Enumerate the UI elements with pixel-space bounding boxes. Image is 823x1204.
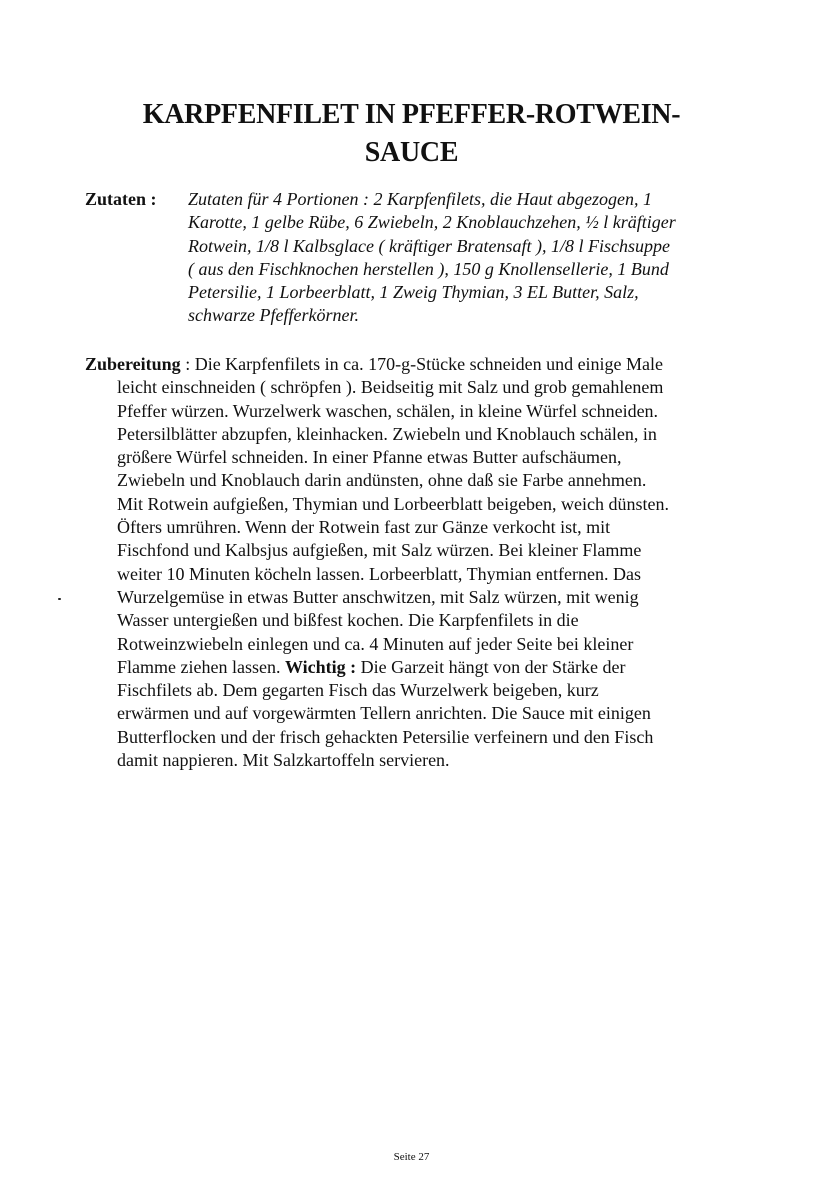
preparation-line: Fischfond und Kalbsjus aufgießen, mit Salz würzen. Bei kleiner Flamme [117,540,642,561]
scan-speck [58,598,61,600]
preparation-text: Die Garzeit hängt von der Stärke der [356,656,626,677]
recipe-title [40,96,783,172]
preparation-line: Wasser untergießen und bißfest kochen. Die Karpfenfilets in die [117,610,579,631]
ingredients-line: ( aus den Fischknochen herstellen ), 150 g Knollensellerie, 1 Bund [188,258,669,279]
preparation-line: Mit Rotwein aufgießen, Thymian und Lorbeerblatt beigeben, weich dünsten. [117,493,670,514]
preparation-line: leicht einschneiden ( schröpfen ). Beidseitig mit Salz und grob gemahlenem [117,377,664,398]
preparation-first-line [85,353,745,376]
title-line-2: SAUCE [364,137,459,168]
ingredients-text [188,188,743,328]
ingredients-label: Zutaten : [85,189,157,209]
preparation-line: größere Würfel schneiden. In einer Pfanne etwas Butter aufschäumen, [117,447,622,468]
preparation-text: : Die Karpfenfilets in ca. 170-g-Stücke schneiden und einige Male [180,354,664,374]
preparation-line: erwärmen und auf vorgewärmten Tellern anrichten. Die Sauce mit einigen [117,703,651,724]
preparation-line: Butterflocken und der frisch gehackten Petersilie verfeinern und den Fisch [117,726,654,747]
preparation-line: Wurzelgemüse in etwas Butter anschwitzen, mit Salz würzen, mit wenig [117,586,639,607]
preparation-important-line [85,656,745,679]
preparation-line: Pfeffer würzen. Wurzelwerk waschen, schälen, in kleine Würfel schneiden. [117,400,659,421]
important-label: Wichtig : [284,656,357,677]
title-line-1: KARPFENFILET IN PFEFFER-ROTWEIN- [142,99,681,130]
ingredients-line: Petersilie, 1 Lorbeerblatt, 1 Zweig Thymian, 3 EL Butter, Salz, [188,282,639,303]
preparation-line: Rotweinzwiebeln einlegen und ca. 4 Minuten auf jeder Seite bei kleiner [117,633,634,654]
ingredients-line: Zutaten für 4 Portionen : 2 Karpfenfilets, die Haut abgezogen, 1 [188,189,652,209]
ingredients-line: schwarze Pfefferkörner. [188,305,359,326]
preparation-text: Flamme ziehen lassen. [117,656,285,677]
preparation-line: damit nappieren. Mit Salzkartoffeln servieren. [117,750,450,771]
ingredients-line: Karotte, 1 gelbe Rübe, 6 Zwiebeln, 2 Knoblauchzehen, ½ l kräftiger [188,212,676,233]
ingredients-line: Rotwein, 1/8 l Kalbsglace ( kräftiger Bratensaft ), 1/8 l Fischsuppe [188,235,670,256]
preparation-line: Fischfilets ab. Dem gegarten Fisch das Wurzelwerk beigeben, kurz [117,680,599,701]
preparation-line: Zwiebeln und Knoblauch darin andünsten, ohne daß sie Farbe annehmen. [117,470,647,491]
preparation-line: Petersilblätter abzupfen, kleinhacken. Zwiebeln und Knoblauch schälen, in [117,423,657,444]
preparation-line: weiter 10 Minuten köcheln lassen. Lorbeerblatt, Thymian entfernen. Das [117,563,642,584]
page-number: Seite 27 [393,1151,430,1163]
preparation-section [85,353,745,772]
preparation-label: Zubereitung [85,354,181,374]
preparation-line: Öfters umrühren. Wenn der Rotwein fast zur Gänze verkocht ist, mit [117,517,611,538]
